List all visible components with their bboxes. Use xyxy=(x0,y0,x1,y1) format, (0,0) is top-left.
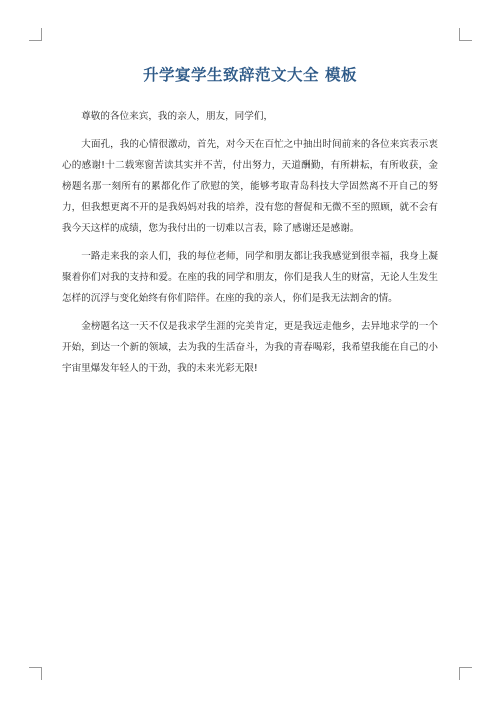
document-title: 升学宴学生致辞范文大全 模板 xyxy=(143,66,357,84)
paragraph-family-friends: 一路走来我的亲人们，我的每位老师，同学和朋友都让我我感觉到很幸福，我身上凝聚着你们对我的支持和爱。在座的我的同学和朋友，你们是我人生的财富，无论人生发生怎样的沉浮与变化始终有你们陪伴。在座的我的亲人，你们是我无法割舍的情。 xyxy=(62,251,438,304)
crop-mark-bottom-right xyxy=(459,667,472,680)
crop-mark-top-right xyxy=(459,28,472,41)
paragraph-future: 金榜题名这一天不仅是我求学生涯的完美肯定，更是我远走他乡，去异地求学的一个开始，到达一个新的领域，去为我的生活奋斗，为我的青春喝彩，我希望我能在自己的小宇宙里爆发年轻人的干劲，我的未来光彩无限! xyxy=(62,321,438,374)
paragraph-thanks: 大面孔，我的心情很激动，首先，对今天在百忙之中抽出时间前来的各位来宾表示衷心的感谢!十二载寒窗苦读其实并不苦，付出努力，天道酬勤，有所耕耘，有所收获，金榜题名那一刻所有的累都化作了欣慰的笑，能够考取青岛科技大学固然离不开自己的努力，但我想更离不开的是我妈妈对我的培养，没有您的督促和无微不至的照顾，就不会有我今天这样的成绩，您为我付出的一切难以言表，除了感谢还是感谢。 xyxy=(62,139,438,234)
crop-mark-top-left xyxy=(29,28,42,41)
document-body xyxy=(62,106,438,386)
crop-mark-bottom-left xyxy=(29,667,42,680)
paragraph-greeting: 尊敬的各位来宾，我的亲人，朋友，同学们， xyxy=(81,111,274,122)
